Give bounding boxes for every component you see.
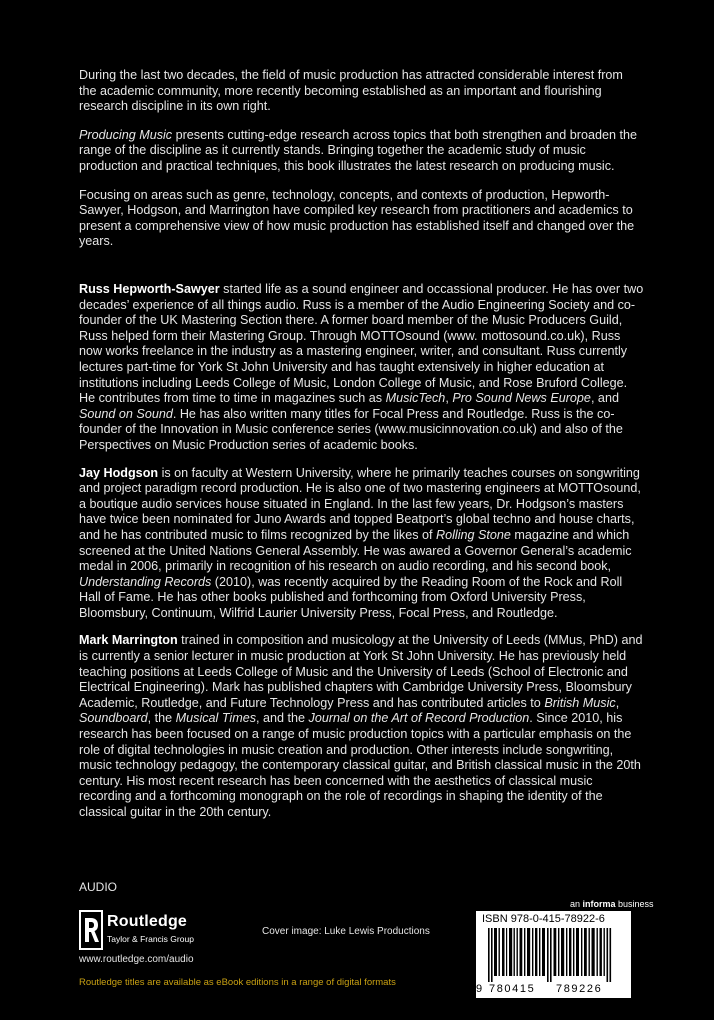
bio-mark-marrington: Mark Marrington trained in composition and musicology at the University of Leeds (MMus, PhD) and is currently a senior lecturer in music production at York St John University. He has previously held teaching positions at Leeds College of Music and the University of Leeds (School of Electronic and Electrical Engineering). Mark has published chapters with Cambridge University Press, Bloomsbury Academic, Routledge, and Future Technology Press and has contributed articles to British Music, Soundboard, the Musical Times, and the Journal on the Art of Record Production. Since 2010, his research has been focused on a range of music production topics with a particular emphasis on the role of digital technologies in music creation and production. Other interests include songwriting, music technology pedagogy, the contemporary classical guitar, and British classical music in the 20th century. His most recent research has been concerned with the aesthetics of classical music recording and a forthcoming monograph on the role of recordings in shaping the identity of the classical guitar in the 20th century. xyxy=(79,633,643,819)
barcode-digits-left: 780415 xyxy=(489,983,536,995)
publisher-name: Routledge xyxy=(107,913,188,930)
book-description xyxy=(79,68,639,263)
description-paragraph-3: Focusing on areas such as genre, technology, concepts, and contexts of production, Hepworth-Sawyer, Hodgson, and Marrington have compiled key research from practitioners and academics to present a comprehensive view of how music production has established itself and changed over the years. xyxy=(79,187,635,249)
publisher-logo xyxy=(79,910,239,950)
book-title-italic: Producing Music xyxy=(79,127,173,142)
author-name: Russ Hepworth-Sawyer xyxy=(79,282,220,296)
barcode-digits-right: 789226 xyxy=(556,983,603,995)
routledge-mark-icon xyxy=(79,910,103,950)
isbn-barcode xyxy=(476,911,631,998)
description-paragraph-2: Producing Music presents cutting-edge research across topics that both strengthen and broaden the range of the discipline as it currently stands. Bringing together the academic study of music production and practical techniques, this book illustrates the latest research on producing music. xyxy=(79,127,637,173)
informa-business-note: an informa business xyxy=(570,899,654,909)
ebook-formats-note: Routledge titles are available as eBook editions in a range of digital formats xyxy=(79,977,396,988)
author-name: Jay Hodgson xyxy=(79,465,159,480)
barcode-icon xyxy=(482,928,625,982)
isbn-label: ISBN 978-0-415-78922-6 xyxy=(482,913,605,925)
publisher-group: Taylor & Francis Group xyxy=(107,934,194,944)
cover-image-credit: Cover image: Luke Lewis Productions xyxy=(262,926,430,937)
bio-russ-hepworth-sawyer: Russ Hepworth-Sawyer started life as a sound engineer and occassional producer. He has over two decades’ experience of all things audio. Russ is a member of the Audio Engineering Society and co-founder of the UK Mastering Section there. A former board member of the Music Producers Guild, Russ helped form their Mastering Group. Through MOTTOsound (www. mottosound.co.uk), Russ now works freelance in the industry as a mastering engineer, writer, and consultant. Russ currently lectures part-time for York St John University and has taught extensively in higher education at institutions including Leeds College of Music, London College of Music, and Rose Bruford College. He contributes from time to time in magazines such as MusicTech, Pro Sound News Europe, and Sound on Sound. He has also written many titles for Focal Press and Routledge. Russ is the co-founder of the Innovation in Music conference series (www.musicinnovation.co.uk) and also of the Perspectives on Music Production series of academic books. xyxy=(79,282,644,452)
author-bios xyxy=(79,282,644,833)
subject-category: AUDIO xyxy=(79,880,118,894)
barcode-lead-digit: 9 xyxy=(476,983,483,995)
publisher-website: www.routledge.com/audio xyxy=(79,954,194,965)
bio-jay-hodgson: Jay Hodgson is on faculty at Western University, where he primarily teaches courses on songwriting and project paradigm record production. He is also one of two mastering engineers at MOTTOsound, a boutique audio services house situated in England. In the last few years, Dr. Hodgson’s masters have twice been nominated for Juno Awards and topped Beatport’s global techno and house charts, and he has contributed music to films recognized by the likes of Rolling Stone magazine and which screened at the United Nations General Assembly. He was awared a Governor General’s academic medal in 2006, primarily in recognition of his research on audio recording, and his second book, Understanding Records (2010), was recently acquired by the Reading Room of the Rock and Roll Hall of Fame. He has other books published and forthcoming from Oxford University Press, Bloomsbury, Continuum, Wilfrid Laurier University Press, Focal Press, and Routledge. xyxy=(79,465,641,620)
author-name: Mark Marrington xyxy=(79,633,178,648)
description-paragraph-1: During the last two decades, the field of music production has attracted considerable interest from the academic community, more recently becoming established as an important and flourishing research discipline in its own right. xyxy=(79,68,623,114)
